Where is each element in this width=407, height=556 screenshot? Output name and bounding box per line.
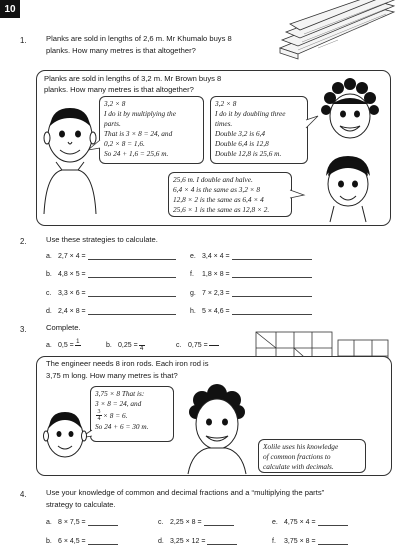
q4-item-e-answer-field[interactable] [318,518,348,526]
q3-item-a-label: a. [46,341,52,349]
q4-item-d-answer-field[interactable] [207,537,237,545]
q4-item-b-expr: 6 × 4,5 = [58,538,86,545]
q4-item-f [272,537,348,545]
q2-item-c-expr: 3,3 × 6 = [58,290,86,297]
q2-item-d-expr: 2,4 × 8 = [58,308,86,315]
q3-item-b-denominator: 4 [140,345,144,352]
question-1-number: 1. [20,36,27,45]
q4-item-b-answer-field[interactable] [88,537,118,545]
q4-item-a-expr: 8 × 7,5 = [58,519,86,526]
speech-bubble-doubling: 3,2 × 8 I do it by doubling three times. Double 3,2 is 6,4 Double 6,4 is 12,8 Double 12,8 is 25,6 m. [210,96,308,164]
iron-rods-bubble-fraction-numerator: 3 [97,409,101,415]
speech-bubble-multiplying-parts: 3,2 × 8 I do it by multiplying the parts. That is 3 × 8 = 24, and 0,2 × 8 = 1,6. So 24 + 1,6 = 25,6 m. [99,96,204,164]
q3-item-c-expr: 0,75 = [188,341,208,349]
q4-item-d-label: d. [158,538,164,545]
panel-2-line-1: The engineer needs 8 iron rods. Each iron rod is [46,359,209,368]
q4-item-a-answer-field[interactable] [88,518,118,526]
q3-item-b-expr: 0,25 = [118,341,138,349]
q4-item-c [158,518,234,526]
question-3-number: 3. [20,325,27,334]
q2-item-a-expr: 2,7 × 4 = [58,253,86,260]
q2-item-c-label: c. [46,290,52,297]
q4-item-b [46,537,118,545]
q3-item-a-expr: 0,5 = [58,341,74,349]
q4-item-e [272,518,348,526]
q3-item-c-label: c. [176,341,182,349]
q2-item-e-expr: 3,4 × 4 = [202,253,230,260]
panel-1-line-2: planks. How many metres is that altogether? [44,85,194,94]
q2-item-g-label: g. [190,290,196,297]
iron-rods-bubble-line-2: 3 × 8 = 24, and [95,399,142,408]
q2-item-b-expr: 4,8 × 5 = [58,271,86,278]
q4-item-a [46,518,118,526]
q3-item-a-numerator: 1 [76,338,80,345]
question-4-number: 4. [20,490,27,499]
q2-item-g-expr: 7 × 2,3 = [202,290,230,297]
q4-item-e-expr: 4,75 × 4 = [284,519,316,526]
iron-rods-bubble-line-3: × 8 = 6. [103,410,128,420]
question-1-line-1: Planks are sold in lengths of 2,6 m. Mr Khumalo buys 8 [46,34,232,43]
q3-item-b-label: b. [106,341,112,349]
q4-item-b-label: b. [46,538,52,545]
q2-item-b-label: b. [46,271,52,278]
question-4-line-2: strategy to calculate. [46,500,116,509]
child-face-boy-panel2-icon [42,408,88,470]
q2-item-f-label: f. [190,271,194,278]
q4-item-d [158,537,237,545]
page-number: 10 [0,0,20,18]
q2-item-h-expr: 5 × 4,6 = [202,308,230,315]
q2-item-f-expr: 1,8 × 8 = [202,271,230,278]
q2-item-d-label: d. [46,308,52,315]
iron-rods-bubble-fraction-denominator: 4 [97,416,101,422]
q2-item-e-label: e. [190,253,196,260]
iron-rods-bubble-line-4: So 24 + 6 = 30 m. [95,422,149,431]
question-4-line-1: Use your knowledge of common and decimal fractions and a “multiplying the parts” [46,488,325,497]
caption-box-xolile: Xolile uses his knowledge of common fractions to calculate with decimals. [258,439,366,473]
q2-item-h-label: h. [190,308,196,315]
panel-2-line-2: 3,75 m long. How many metres is that? [46,371,178,380]
question-2-instruction: Use these strategies to calculate. [46,235,158,244]
panel-1-line-1: Planks are sold in lengths of 3,2 m. Mr Brown buys 8 [44,74,222,83]
iron-rods-bubble-line-1: 3,75 × 8 That is: [95,389,145,398]
speech-bubble-double-halve: 25,6 m. I double and halve. 6,4 × 4 is the same as 3,2 × 8 12,8 × 2 is the same as 6,4 × 4 25,6 × 1 is the same as 12,8 × 2. [168,172,292,217]
q4-item-c-expr: 2,25 × 8 = [170,519,202,526]
question-3-instruction: Complete. [46,323,81,332]
question-1-line-2: planks. How many metres is that altogether? [46,46,196,55]
q4-item-d-expr: 3,25 × 12 = [170,538,206,545]
q4-item-c-answer-field[interactable] [204,518,234,526]
q4-item-a-label: a. [46,519,52,526]
q4-item-f-expr: 3,75 × 8 = [284,538,316,545]
q4-item-c-label: c. [158,519,164,526]
child-face-xolile-icon [182,384,252,474]
question-2-number: 2. [20,237,27,246]
q4-item-f-label: f. [272,538,276,545]
q4-item-e-label: e. [272,519,278,526]
q2-item-a-label: a. [46,253,52,260]
q4-item-f-answer-field[interactable] [318,537,348,545]
